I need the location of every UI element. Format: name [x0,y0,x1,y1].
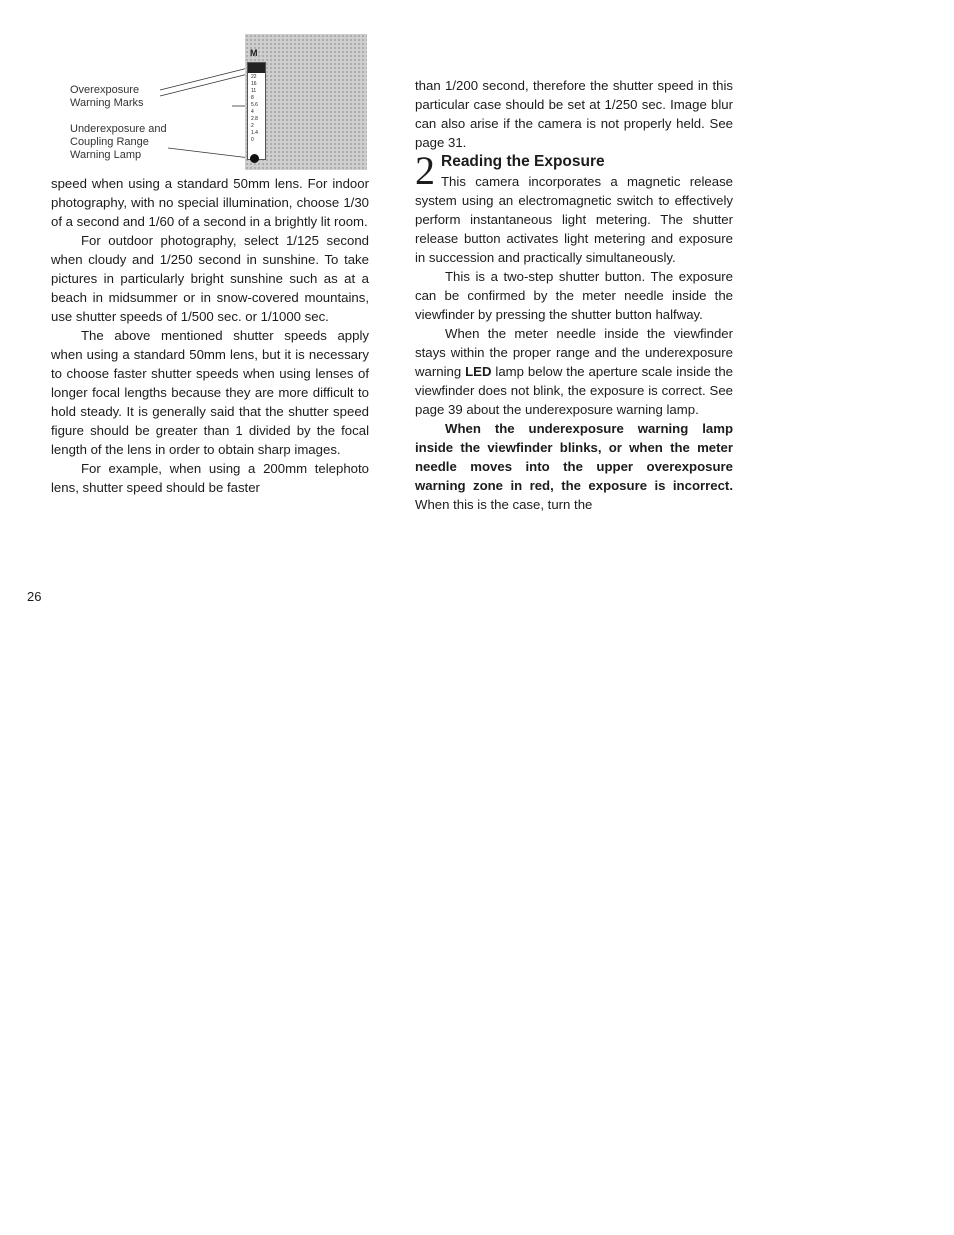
bold-warning-text: When the underexposure warning lamp inside the viewfinder blinks, or when the meter needle moves into the upper overexposure warning zone in red, the exposure is incorrect. [415,421,733,493]
paragraph-text: When this is the case, turn the [415,497,593,512]
page-number: 26 [27,589,42,604]
overexposure-mark [248,63,265,73]
paragraph [415,324,733,419]
scale-numbers: 22 16 11 8 5.6 4 2.8 2 1.4 0 [251,74,258,143]
paragraph: than 1/200 second, therefore the shutter speed in this particular case should be set at 1/250 sec. Image blur can also arise if the camera is not properly held. See page 31. [415,78,733,150]
section-title: Reading the Exposure [441,153,605,170]
warning-lamp-icon [250,154,259,163]
viewfinder-illustration [60,32,370,172]
paragraph: For example, when using a 200mm telephoto lens, shutter speed should be faster [51,461,369,495]
paragraph: speed when using a standard 50mm lens. For indoor photography, with no special illumination, choose 1/30 of a second and 1/60 of a second in a brightly lit room. [51,176,369,229]
paragraph: For outdoor photography, select 1/125 second when cloudy and 1/250 second in sunshine. To take pictures in particularly bright sunshine such as at a beach in midsummer or in snow-covered mountains, use shutter speeds of 1/500 sec. or 1/1000 sec. [51,233,369,324]
paragraph-text: lamp below the aperture scale inside the viewfinder does not blink, the exposure is correct. See page 39 about the underexposure warning lamp. [415,364,733,417]
paragraph [415,419,733,514]
mode-indicator: M [250,48,258,58]
right-column [415,76,733,514]
viewfinder-image [245,34,367,170]
paragraph-text: When the meter needle inside the viewfinder stays within the proper range and the underexposure warning [415,326,733,379]
paragraph-text: This camera incorporates a magnetic release system using an electromagnetic switch to effectively perform instantaneous light metering. The shutter release button activates light metering and exposure in succession and practically simultaneously. [415,174,733,265]
aperture-scale [247,62,266,160]
paragraph: This is a two-step shutter button. The exposure can be confirmed by the meter needle inside the viewfinder by pressing the shutter button halfway. [415,269,733,322]
section-heading [415,148,733,267]
paragraph: The above mentioned shutter speeds apply when using a standard 50mm lens, but it is necessary to choose faster shutter speeds when using lenses of longer focal lengths because they are more difficult to hold steady. It is generally said that the shutter speed figure should be greater than 1 divided by the focal length of the lens in order to obtain sharp images. [51,328,369,457]
section-number: 2 [415,148,435,193]
paragraph [415,172,733,267]
underexposure-label: Underexposure and Coupling Range Warning Lamp [70,123,167,161]
left-column [51,174,369,497]
led-term: LED [465,364,492,379]
overexposure-label: Overexposure Warning Marks [70,84,144,109]
